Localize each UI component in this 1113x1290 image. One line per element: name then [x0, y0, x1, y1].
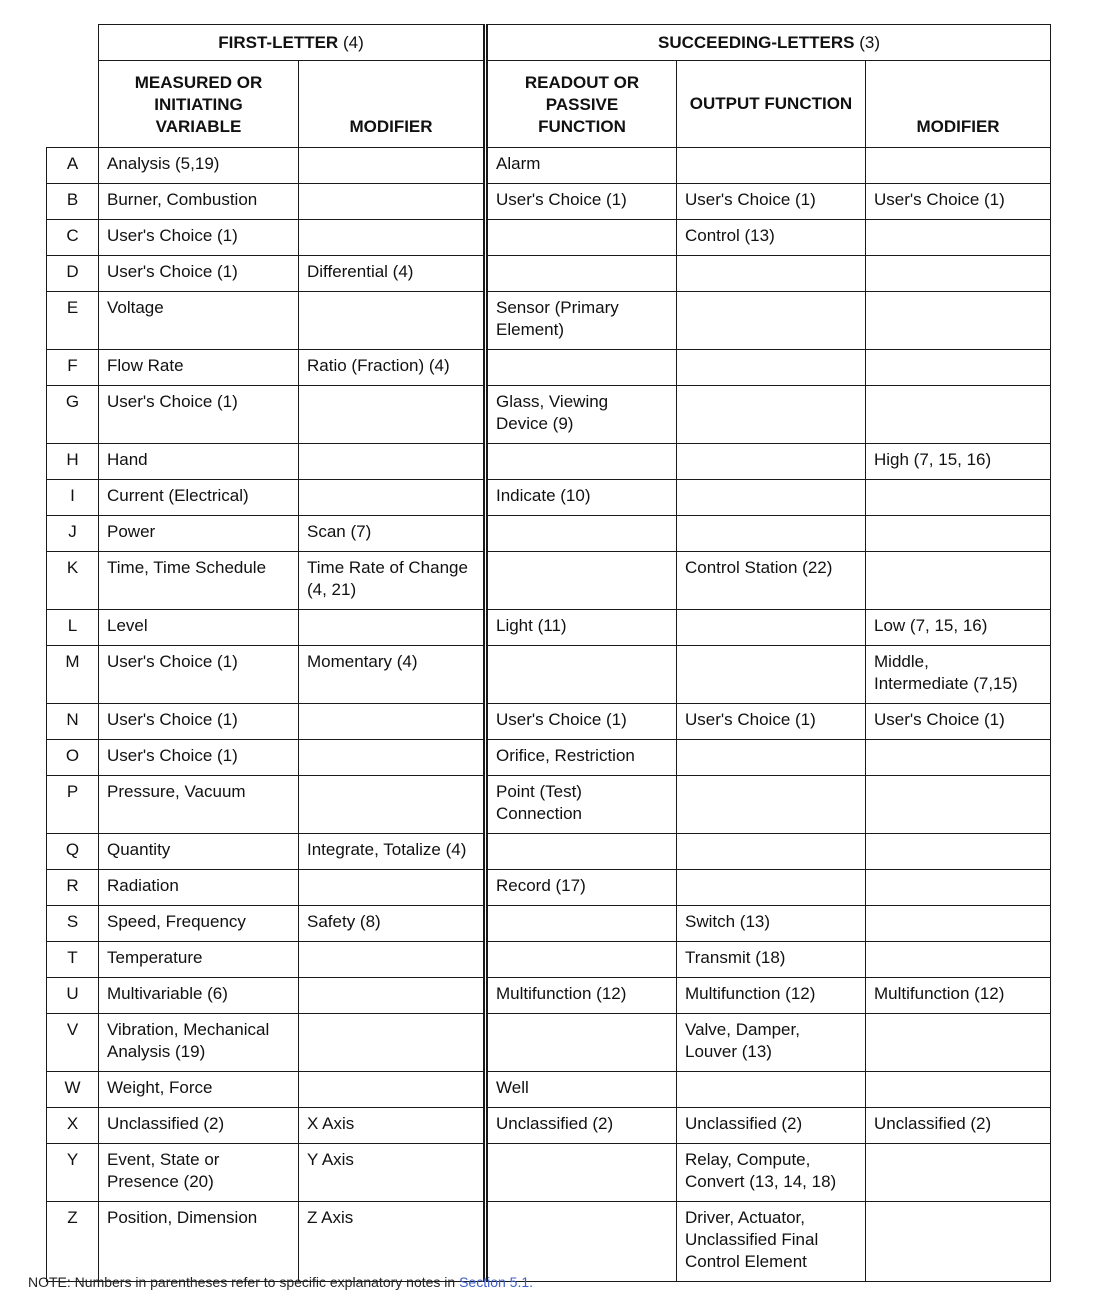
- output-function-cell: [677, 1014, 866, 1072]
- output-function-cell: [677, 704, 866, 740]
- readout-function-cell: [486, 480, 677, 516]
- cell-text-line: Record (17): [496, 876, 586, 895]
- cell-text-line: Device (9): [496, 414, 574, 433]
- table-row: [47, 1144, 1051, 1202]
- letter-cell: J: [47, 516, 99, 552]
- first-letter-group-header: FIRST-LETTER (4): [99, 25, 486, 61]
- readout-function-cell: [486, 516, 677, 552]
- letter-cell: Z: [47, 1202, 99, 1282]
- readout-function-cell: [486, 978, 677, 1014]
- measured-variable-cell: [99, 444, 299, 480]
- readout-function-cell: [486, 704, 677, 740]
- measured-variable-cell: [99, 906, 299, 942]
- letter-cell: P: [47, 776, 99, 834]
- cell-text-line: Burner, Combustion: [107, 190, 258, 209]
- table-row: [47, 552, 1051, 610]
- readout-function-cell: [486, 610, 677, 646]
- cell-text-line: Ratio (Fraction) (4): [307, 356, 450, 375]
- measured-variable-cell: [99, 610, 299, 646]
- succeeding-modifier-cell: [866, 220, 1051, 256]
- letter-cell: C: [47, 220, 99, 256]
- succeeding-modifier-cell: [866, 256, 1051, 292]
- readout-function-cell: [486, 552, 677, 610]
- table-row: [47, 1072, 1051, 1108]
- succeeding-modifier-cell: [866, 516, 1051, 552]
- readout-function-cell: [486, 1108, 677, 1144]
- cell-text-line: User's Choice (1): [107, 226, 238, 245]
- succeeding-modifier-cell: [866, 906, 1051, 942]
- measured-variable-cell: [99, 704, 299, 740]
- first-modifier-cell: [299, 1202, 486, 1282]
- first-modifier-cell: [299, 704, 486, 740]
- succeeding-modifier-cell: [866, 1072, 1051, 1108]
- cell-text-line: Unclassified (2): [496, 1114, 614, 1133]
- first-modifier-cell: [299, 292, 486, 350]
- letter-cell: G: [47, 386, 99, 444]
- cell-text-line: Current (Electrical): [107, 486, 249, 505]
- letter-cell: R: [47, 870, 99, 906]
- table-row: [47, 256, 1051, 292]
- output-function-cell: [677, 350, 866, 386]
- cell-text-line: Flow Rate: [107, 356, 184, 375]
- letter-cell: L: [47, 610, 99, 646]
- succeeding-modifier-cell: [866, 870, 1051, 906]
- first-modifier-cell: [299, 1014, 486, 1072]
- cell-text-line: Time Rate of Change: [307, 558, 468, 577]
- succeeding-modifier-cell: [866, 350, 1051, 386]
- cell-text-line: Unclassified (2): [685, 1114, 803, 1133]
- table-row: [47, 1202, 1051, 1282]
- table-row: [47, 740, 1051, 776]
- cell-text-line: Time, Time Schedule: [107, 558, 267, 577]
- table-row: [47, 776, 1051, 834]
- measured-variable-cell: [99, 184, 299, 220]
- cell-text-line: Safety (8): [307, 912, 381, 931]
- readout-function-cell: [486, 184, 677, 220]
- cell-text-line: Alarm: [496, 154, 541, 173]
- table-row: [47, 834, 1051, 870]
- readout-function-cell: [486, 444, 677, 480]
- cell-text-line: User's Choice (1): [107, 262, 238, 281]
- first-modifier-cell: [299, 552, 486, 610]
- readout-function-cell: [486, 646, 677, 704]
- cell-text-line: Multifunction (12): [496, 984, 627, 1003]
- readout-function-cell: [486, 292, 677, 350]
- cell-text-line: Analysis (5,19): [107, 154, 220, 173]
- cell-text-line: Multifunction (12): [874, 984, 1005, 1003]
- first-modifier-cell: [299, 256, 486, 292]
- output-function-cell: [677, 1144, 866, 1202]
- cell-text-line: Unclassified (2): [107, 1114, 225, 1133]
- cell-text-line: Low (7, 15, 16): [874, 616, 988, 635]
- cell-text-line: User's Choice (1): [874, 190, 1005, 209]
- readout-function-cell: [486, 1144, 677, 1202]
- cell-text-line: Glass, Viewing: [496, 392, 609, 411]
- output-function-cell: [677, 906, 866, 942]
- cell-text-line: Switch (13): [685, 912, 771, 931]
- cell-text-line: Y Axis: [307, 1150, 354, 1169]
- succeeding-modifier-cell: [866, 610, 1051, 646]
- output-function-cell: [677, 776, 866, 834]
- readout-function-cell: [486, 1202, 677, 1282]
- letter-cell: E: [47, 292, 99, 350]
- cell-text-line: Unclassified Final: [685, 1230, 819, 1249]
- succeeding-modifier-cell: [866, 1014, 1051, 1072]
- letter-cell: M: [47, 646, 99, 704]
- cell-text-line: High (7, 15, 16): [874, 450, 992, 469]
- first-modifier-cell: [299, 978, 486, 1014]
- succeeding-modifier-cell: [866, 704, 1051, 740]
- cell-text-line: Control (13): [685, 226, 775, 245]
- footnote: [28, 1274, 533, 1290]
- cell-text-line: (4, 21): [307, 580, 357, 599]
- measured-variable-cell: [99, 1014, 299, 1072]
- cell-text-line: Hand: [107, 450, 148, 469]
- letter-cell: H: [47, 444, 99, 480]
- letter-cell: W: [47, 1072, 99, 1108]
- cell-text-line: User's Choice (1): [107, 392, 238, 411]
- measured-variable-cell: [99, 350, 299, 386]
- output-function-cell: [677, 480, 866, 516]
- output-function-cell: [677, 444, 866, 480]
- readout-function-cell: [486, 256, 677, 292]
- instrument-identification-letters-table: [46, 24, 1051, 1282]
- readout-function-cell: [486, 220, 677, 256]
- readout-function-cell: [486, 1072, 677, 1108]
- measured-variable-cell: [99, 942, 299, 978]
- cell-text-line: Presence (20): [107, 1172, 214, 1191]
- letter-cell: O: [47, 740, 99, 776]
- output-function-cell: [677, 220, 866, 256]
- table-row: [47, 906, 1051, 942]
- measured-variable-cell: [99, 978, 299, 1014]
- cell-text-line: Driver, Actuator,: [685, 1208, 805, 1227]
- cell-text-line: User's Choice (1): [874, 710, 1005, 729]
- measured-variable-cell: [99, 1108, 299, 1144]
- letter-cell: U: [47, 978, 99, 1014]
- cell-text-line: User's Choice (1): [107, 746, 238, 765]
- cell-text-line: Element): [496, 320, 565, 339]
- letter-cell: T: [47, 942, 99, 978]
- cell-text-line: Pressure, Vacuum: [107, 782, 246, 801]
- cell-text-line: User's Choice (1): [685, 190, 816, 209]
- table-row: [47, 444, 1051, 480]
- cell-text-line: Indicate (10): [496, 486, 591, 505]
- table-row: [47, 610, 1051, 646]
- output-function-cell: [677, 834, 866, 870]
- cell-text-line: Radiation: [107, 876, 179, 895]
- output-function-header: OUTPUT FUNCTION: [677, 61, 866, 148]
- output-function-cell: [677, 646, 866, 704]
- cell-text-line: Sensor (Primary: [496, 298, 619, 317]
- readout-function-cell: [486, 906, 677, 942]
- first-modifier-cell: [299, 350, 486, 386]
- output-function-cell: [677, 184, 866, 220]
- letter-cell: Y: [47, 1144, 99, 1202]
- cell-text-line: Relay, Compute,: [685, 1150, 811, 1169]
- table-row: [47, 1108, 1051, 1144]
- letter-cell: S: [47, 906, 99, 942]
- cell-text-line: X Axis: [307, 1114, 355, 1133]
- table-row: [47, 516, 1051, 552]
- cell-text-line: Event, State or: [107, 1150, 220, 1169]
- output-function-cell: [677, 148, 866, 184]
- succeeding-modifier-cell: [866, 184, 1051, 220]
- table-row: [47, 220, 1051, 256]
- table-row: [47, 480, 1051, 516]
- cell-text-line: Connection: [496, 804, 583, 823]
- measured-variable-cell: [99, 386, 299, 444]
- letter-cell: Q: [47, 834, 99, 870]
- cell-text-line: Point (Test): [496, 782, 582, 801]
- readout-function-cell: [486, 942, 677, 978]
- measured-variable-cell: [99, 740, 299, 776]
- readout-function-cell: [486, 776, 677, 834]
- cell-text-line: Speed, Frequency: [107, 912, 246, 931]
- first-modifier-cell: [299, 834, 486, 870]
- table-row: [47, 292, 1051, 350]
- measured-variable-cell: [99, 552, 299, 610]
- footnote-text: NOTE: Numbers in parentheses refer to specific explanatory notes in: [28, 1274, 456, 1290]
- succeeding-modifier-cell: [866, 386, 1051, 444]
- measured-variable-cell: [99, 292, 299, 350]
- cell-text-line: Convert (13, 14, 18): [685, 1172, 837, 1191]
- output-function-cell: [677, 942, 866, 978]
- cell-text-line: Vibration, Mechanical: [107, 1020, 270, 1039]
- output-function-cell: [677, 1108, 866, 1144]
- letter-cell: I: [47, 480, 99, 516]
- letter-cell: N: [47, 704, 99, 740]
- readout-function-cell: [486, 740, 677, 776]
- cell-text-line: Scan (7): [307, 522, 372, 541]
- table-row: [47, 942, 1051, 978]
- measured-variable-cell: [99, 1202, 299, 1282]
- cell-text-line: Differential (4): [307, 262, 414, 281]
- succeeding-modifier-cell: [866, 740, 1051, 776]
- cell-text-line: Weight, Force: [107, 1078, 213, 1097]
- output-function-cell: [677, 610, 866, 646]
- cell-text-line: Integrate, Totalize (4): [307, 840, 467, 859]
- succeeding-letters-group-header: SUCCEEDING-LETTERS (3): [486, 25, 1051, 61]
- first-modifier-cell: [299, 646, 486, 704]
- succeeding-modifier-cell: [866, 834, 1051, 870]
- readout-function-cell: [486, 870, 677, 906]
- cell-text-line: Intermediate (7,15): [874, 674, 1018, 693]
- output-function-cell: [677, 740, 866, 776]
- output-function-cell: [677, 516, 866, 552]
- measured-variable-cell: [99, 646, 299, 704]
- succeeding-modifier-cell: [866, 1202, 1051, 1282]
- first-modifier-cell: [299, 942, 486, 978]
- succeeding-modifier-cell: [866, 1144, 1051, 1202]
- first-modifier-cell: [299, 740, 486, 776]
- cell-text-line: Transmit (18): [685, 948, 786, 967]
- cell-text-line: Multivariable (6): [107, 984, 228, 1003]
- succeeding-modifier-cell: [866, 942, 1051, 978]
- cell-text-line: Multifunction (12): [685, 984, 816, 1003]
- cell-text-line: Power: [107, 522, 156, 541]
- cell-text-line: Control Station (22): [685, 558, 833, 577]
- cell-text-line: Quantity: [107, 840, 171, 859]
- first-modifier-cell: [299, 148, 486, 184]
- readout-function-header: READOUT OR PASSIVE FUNCTION: [486, 61, 677, 148]
- output-function-cell: [677, 386, 866, 444]
- output-function-cell: [677, 1072, 866, 1108]
- table-body: [47, 148, 1051, 1282]
- table-row: [47, 350, 1051, 386]
- first-modifier-header: MODIFIER: [299, 61, 486, 148]
- table-row: [47, 148, 1051, 184]
- first-modifier-cell: [299, 386, 486, 444]
- succeeding-modifier-cell: [866, 552, 1051, 610]
- table-row: [47, 184, 1051, 220]
- succeeding-modifier-cell: [866, 292, 1051, 350]
- measured-variable-cell: [99, 1072, 299, 1108]
- cell-text-line: Well: [496, 1078, 529, 1097]
- cell-text-line: Position, Dimension: [107, 1208, 258, 1227]
- cell-text-line: User's Choice (1): [685, 710, 816, 729]
- measured-variable-cell: [99, 148, 299, 184]
- cell-text-line: User's Choice (1): [496, 190, 627, 209]
- cell-text-line: Control Element: [685, 1252, 807, 1271]
- first-modifier-cell: [299, 1108, 486, 1144]
- table-row: [47, 646, 1051, 704]
- letter-cell: F: [47, 350, 99, 386]
- readout-function-cell: [486, 834, 677, 870]
- first-modifier-cell: [299, 444, 486, 480]
- cell-text-line: Level: [107, 616, 148, 635]
- letter-cell: A: [47, 148, 99, 184]
- letter-cell: B: [47, 184, 99, 220]
- table-row: [47, 1014, 1051, 1072]
- first-modifier-cell: [299, 516, 486, 552]
- output-function-cell: [677, 256, 866, 292]
- first-modifier-cell: [299, 184, 486, 220]
- output-function-cell: [677, 870, 866, 906]
- first-modifier-cell: [299, 870, 486, 906]
- output-function-cell: [677, 978, 866, 1014]
- measured-variable-cell: [99, 256, 299, 292]
- measured-variable-cell: [99, 776, 299, 834]
- first-modifier-cell: [299, 906, 486, 942]
- measured-variable-cell: [99, 1144, 299, 1202]
- succeeding-modifier-cell: [866, 776, 1051, 834]
- readout-function-cell: [486, 386, 677, 444]
- cell-text-line: Analysis (19): [107, 1042, 206, 1061]
- footnote-link[interactable]: Section 5.1.: [459, 1274, 534, 1290]
- succeeding-modifier-cell: [866, 444, 1051, 480]
- first-modifier-cell: [299, 480, 486, 516]
- table-row: [47, 870, 1051, 906]
- cell-text-line: Valve, Damper,: [685, 1020, 800, 1039]
- measured-variable-cell: [99, 870, 299, 906]
- letter-cell: X: [47, 1108, 99, 1144]
- cell-text-line: User's Choice (1): [107, 652, 238, 671]
- first-modifier-cell: [299, 610, 486, 646]
- table-row: [47, 704, 1051, 740]
- letter-cell: K: [47, 552, 99, 610]
- cell-text-line: User's Choice (1): [496, 710, 627, 729]
- output-function-cell: [677, 552, 866, 610]
- measured-variable-cell: [99, 480, 299, 516]
- corner-blank: [47, 25, 99, 148]
- first-modifier-cell: [299, 220, 486, 256]
- first-modifier-cell: [299, 776, 486, 834]
- measured-variable-header: MEASURED OR INITIATING VARIABLE: [99, 61, 299, 148]
- cell-text-line: Z Axis: [307, 1208, 354, 1227]
- table-row: [47, 386, 1051, 444]
- cell-text-line: Voltage: [107, 298, 164, 317]
- cell-text-line: Louver (13): [685, 1042, 772, 1061]
- succeeding-modifier-cell: [866, 480, 1051, 516]
- succeeding-modifier-header: MODIFIER: [866, 61, 1051, 148]
- measured-variable-cell: [99, 220, 299, 256]
- readout-function-cell: [486, 148, 677, 184]
- succeeding-modifier-cell: [866, 1108, 1051, 1144]
- succeeding-modifier-cell: [866, 978, 1051, 1014]
- output-function-cell: [677, 1202, 866, 1282]
- letter-cell: V: [47, 1014, 99, 1072]
- first-modifier-cell: [299, 1144, 486, 1202]
- readout-function-cell: [486, 350, 677, 386]
- cell-text-line: User's Choice (1): [107, 710, 238, 729]
- measured-variable-cell: [99, 834, 299, 870]
- cell-text-line: Middle,: [874, 652, 929, 671]
- cell-text-line: Momentary (4): [307, 652, 418, 671]
- cell-text-line: Orifice, Restriction: [496, 746, 635, 765]
- succeeding-modifier-cell: [866, 148, 1051, 184]
- readout-function-cell: [486, 1014, 677, 1072]
- cell-text-line: Light (11): [496, 616, 567, 635]
- succeeding-modifier-cell: [866, 646, 1051, 704]
- first-modifier-cell: [299, 1072, 486, 1108]
- measured-variable-cell: [99, 516, 299, 552]
- letter-cell: D: [47, 256, 99, 292]
- cell-text-line: Temperature: [107, 948, 203, 967]
- cell-text-line: Unclassified (2): [874, 1114, 992, 1133]
- output-function-cell: [677, 292, 866, 350]
- table-row: [47, 978, 1051, 1014]
